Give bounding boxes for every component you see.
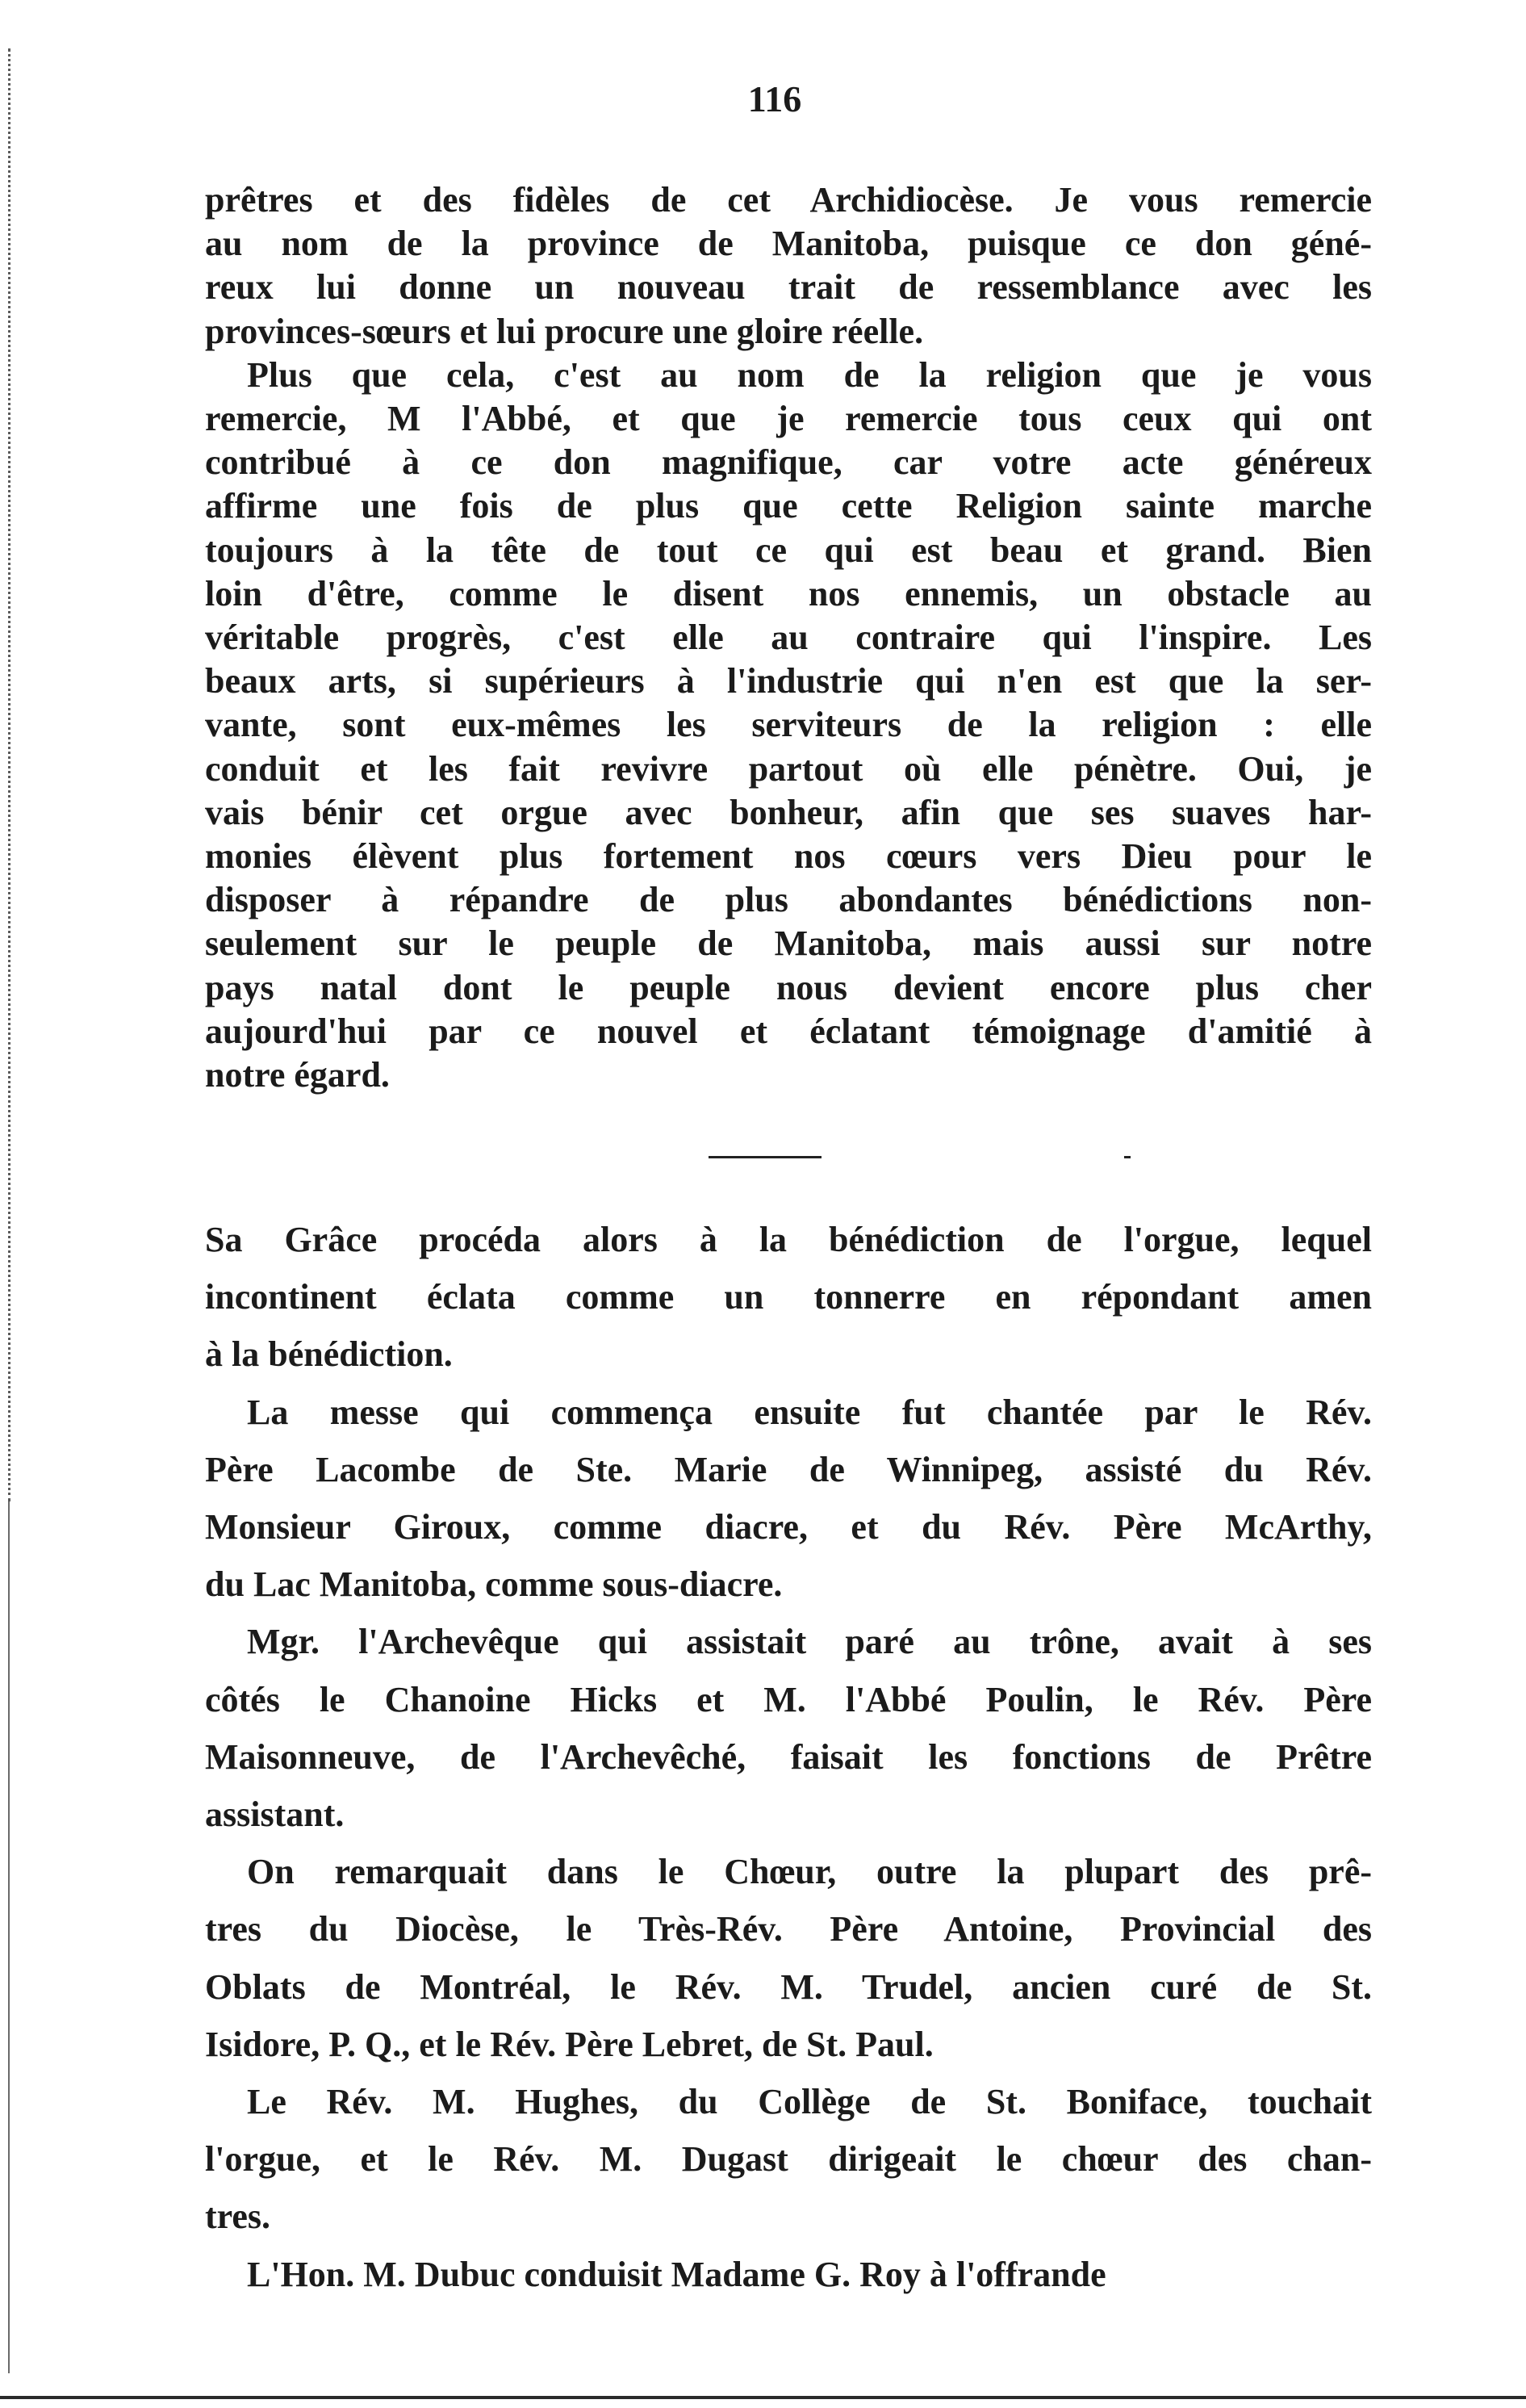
text-line: beaux arts, si supérieurs à l'industrie qui n'en est que la ser- xyxy=(205,661,1372,701)
text-line: à la bénédiction. xyxy=(205,1334,453,1375)
text-line: Monsieur Giroux, comme diacre, et du Rév. Père McArthy, xyxy=(205,1507,1372,1547)
text-line: Isidore, P. Q., et le Rév. Père Lebret, de St. Paul. xyxy=(205,2024,934,2064)
text-line: toujours à la tête de tout ce qui est beau et grand. Bien xyxy=(205,530,1372,570)
text-line: loin d'être, comme le disent nos ennemis, un obstacle au xyxy=(205,573,1372,614)
text-line: seulement sur le peuple de Manitoba, mais aussi sur notre xyxy=(205,923,1372,964)
text-line: vais bénir cet orgue avec bonheur, afin que ses suaves har- xyxy=(205,792,1372,832)
text-line: Sa Grâce procéda alors à la bénédiction de l'orgue, lequel xyxy=(205,1220,1372,1259)
text-line: incontinent éclata comme un tonnerre en répondant amen xyxy=(205,1277,1372,1317)
text-line: aujourd'hui par ce nouvel et éclatant témoignage d'amitié à xyxy=(205,1011,1372,1051)
text-line: du Lac Manitoba, comme sous-diacre. xyxy=(205,1564,783,1605)
text-line: au nom de la province de Manitoba, puisque ce don géné- xyxy=(205,224,1372,264)
text-line: remercie, M l'Abbé, et que je remercie tous ceux qui ont xyxy=(205,399,1372,438)
text-line: Père Lacombe de Ste. Marie de Winnipeg, assisté du Rév. xyxy=(205,1449,1372,1489)
text-line: affirme une fois de plus que cette Religion sainte marche xyxy=(205,486,1372,526)
text-line: notre égard. xyxy=(205,1055,390,1095)
text-line: reux lui donne un nouveau trait de ressemblance avec les xyxy=(205,267,1372,308)
scan-edge-line xyxy=(8,1501,10,2373)
text-line: assistant. xyxy=(205,1794,345,1834)
text-line: On remarquait dans le Chœur, outre la plupart des prê- xyxy=(247,1852,1372,1892)
text-line: Maisonneuve, de l'Archevêché, faisait les fonctions de Prêtre xyxy=(205,1736,1372,1777)
text-line: vante, sont eux-mêmes les serviteurs de la religion : elle xyxy=(205,705,1372,745)
text-line: monies élèvent plus fortement nos cœurs vers Dieu pour le xyxy=(205,836,1372,876)
text-line: Oblats de Montréal, le Rév. M. Trudel, ancien curé de St. xyxy=(205,1966,1372,2007)
text-line: côtés le Chanoine Hicks et M. l'Abbé Poulin, le Rév. Père xyxy=(205,1679,1372,1719)
text-line: tres du Diocèse, le Très-Rév. Père Antoine, Provincial des xyxy=(205,1909,1372,1949)
section-divider-mark xyxy=(1124,1156,1131,1158)
page-number: 116 xyxy=(747,78,802,119)
text-line: conduit et les fait revivre partout où elle pénètre. Oui, je xyxy=(205,748,1372,789)
scan-edge-marks xyxy=(8,48,14,1501)
section-divider xyxy=(709,1156,822,1158)
text-line: provinces-sœurs et lui procure une gloire réelle. xyxy=(205,311,924,351)
text-line: Le Rév. M. Hughes, du Collège de St. Boniface, touchait xyxy=(247,2082,1372,2121)
text-line: La messe qui commença ensuite fut chantée par le Rév. xyxy=(247,1392,1372,1432)
text-line: L'Hon. M. Dubuc conduisit Madame G. Roy à l'offrande xyxy=(247,2254,1106,2294)
text-line: pays natal dont le peuple nous devient encore plus cher xyxy=(205,967,1372,1007)
text-line: prêtres et des fidèles de cet Archidiocèse. Je vous remercie xyxy=(205,180,1372,220)
text-line: disposer à répandre de plus abondantes bénédictions non- xyxy=(205,880,1372,920)
page-bottom-rule xyxy=(0,2396,1526,2399)
text-line: Mgr. l'Archevêque qui assistait paré au trône, avait à ses xyxy=(247,1622,1372,1662)
text-line: l'orgue, et le Rév. M. Dugast dirigeait le chœur des chan- xyxy=(205,2139,1372,2180)
text-line: tres. xyxy=(205,2197,271,2237)
text-line: véritable progrès, c'est elle au contraire qui l'inspire. Les xyxy=(205,618,1372,657)
text-line: Plus que cela, c'est au nom de la religion que je vous xyxy=(247,354,1372,395)
text-line: contribué à ce don magnifique, car votre acte généreux xyxy=(205,442,1372,483)
